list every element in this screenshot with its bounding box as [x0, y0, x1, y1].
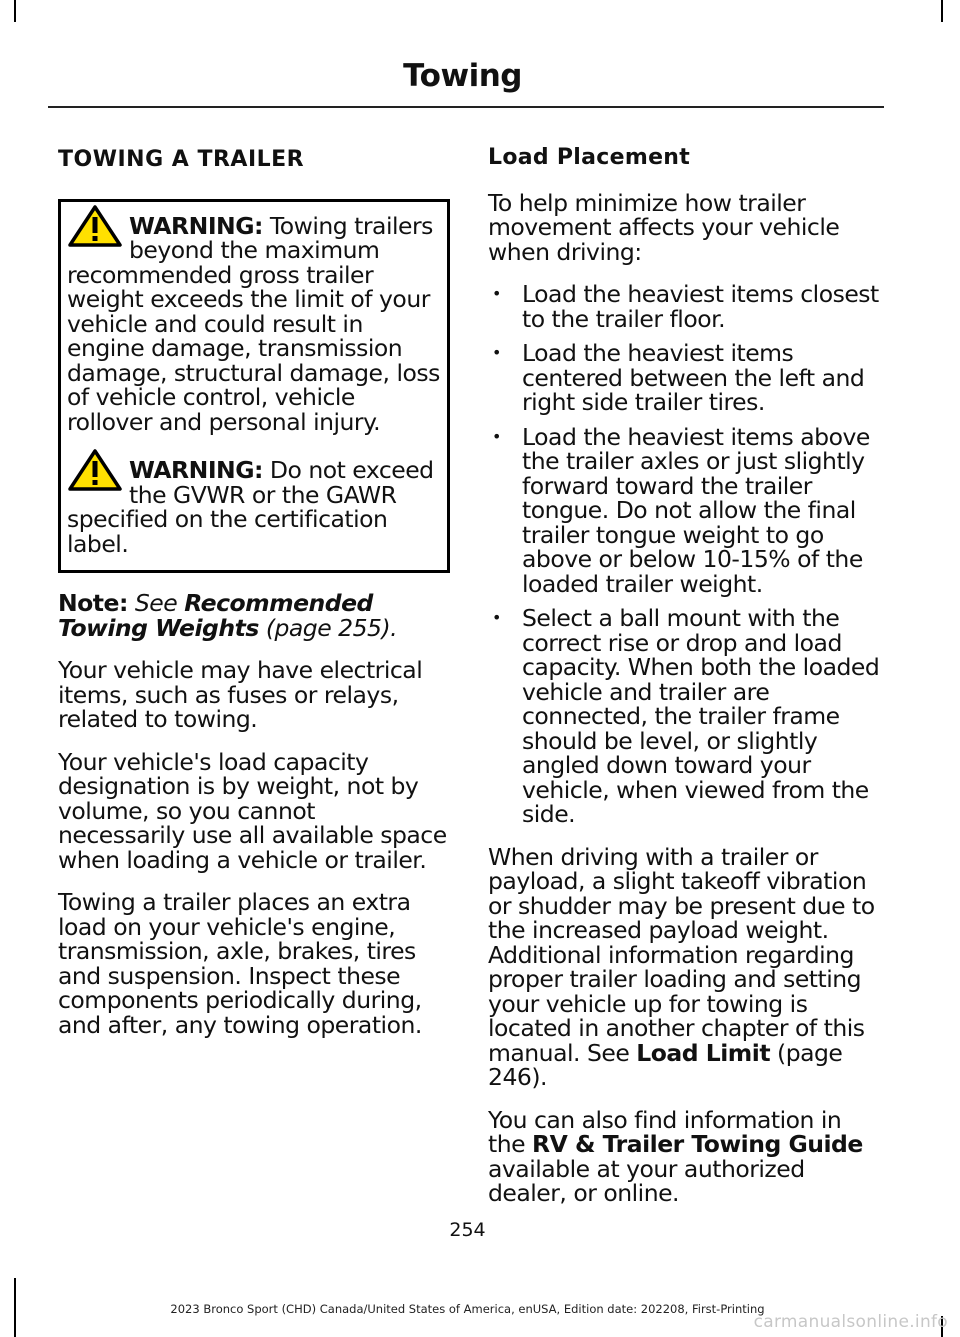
paragraph-text: You can also find information in the [488, 1105, 842, 1158]
warning-text: Towing trailers beyond the maximum recommended gross trailer weight exceeds the limit of your vehicle and could result in engine damage, transmission damage, structural damage, loss of vehicle control, vehicle rollover and personal injury. [67, 211, 440, 436]
rv-trailer-guide-ref: RV & Trailer Towing Guide [532, 1130, 863, 1158]
warning-box [58, 199, 450, 574]
note-see: See [134, 589, 178, 617]
watermark: carmanualsonline.info [753, 1312, 948, 1332]
note-page-ref: (page 255). [265, 613, 398, 642]
paragraph-text: available at your authorized dealer, or online. [488, 1154, 805, 1207]
right-column [488, 140, 880, 1224]
header-divider [48, 106, 884, 108]
left-column [58, 140, 448, 1055]
crop-mark-top-left [14, 0, 16, 22]
bullet-list [488, 282, 880, 827]
page-number: 254 [449, 1219, 486, 1241]
footer-edition-info: 2023 Bronco Sport (CHD) Canada/United States of America, enUSA, Edition date: 202208, First-Printing [170, 1302, 765, 1316]
warning-block [67, 458, 441, 556]
page-header-title: Towing [403, 58, 522, 94]
warning-triangle-icon [67, 204, 123, 248]
paragraph: Towing a trailer places an extra load on your vehicle's engine, transmission, axle, brakes, tires and suspension. Inspect these components periodically during, and after, any towing operation. [58, 888, 422, 1039]
crop-mark-top-right [941, 0, 943, 22]
warning-block [67, 211, 441, 436]
paragraph-page-ref: (page 246). [488, 1038, 843, 1091]
warning-label: WARNING: [129, 211, 263, 240]
warning-text: Do not exceed the GVWR or the GAWR specified on the certification label. [67, 456, 434, 558]
list-item: • Load the heaviest items centered between the left and right side trailer tires. [488, 341, 880, 415]
note-label: Note: [58, 589, 128, 617]
section-title: TOWING A TRAILER [58, 147, 305, 172]
paragraph-text: When driving with a trailer or payload, a slight takeoff vibration or shudder may be present due to the increased payload weight. Additional information regarding proper trailer loading and setting your vehicle up for towing is located in another chapter of this manual. See [488, 842, 875, 1067]
subsection-title: Load Placement [488, 145, 691, 170]
paragraph: Your vehicle may have electrical items, such as fuses or relays, related to towing. [58, 656, 423, 733]
paragraph [488, 1105, 880, 1207]
warning-triangle-icon [67, 448, 123, 492]
note-cross-reference-link[interactable]: Recommended Towing Weights [58, 589, 373, 642]
paragraph [488, 842, 880, 1091]
load-limit-link[interactable]: Load Limit [636, 1038, 771, 1067]
note [58, 591, 448, 640]
warning-label: WARNING: [129, 456, 263, 484]
list-item: • Load the heaviest items closest to the trailer floor. [488, 282, 880, 331]
list-item: • Load the heaviest items above the trailer axles or just slightly forward toward the trailer tongue. Do not allow the final trailer tongue weight to go above or below 10-15% of the loaded trailer weight. [488, 425, 880, 597]
intro-paragraph: To help minimize how trailer movement affects your vehicle when driving: [488, 188, 840, 266]
list-item: • Select a ball mount with the correct rise or drop and load capacity. When both the loaded vehicle and trailer are connected, the trailer frame should be level, or slightly angled down toward your vehicle, when viewed from the side. [488, 606, 880, 827]
paragraph: Your vehicle's load capacity designation is by weight, not by volume, so you cannot necessarily use all available space when loading a vehicle or trailer. [58, 747, 447, 874]
